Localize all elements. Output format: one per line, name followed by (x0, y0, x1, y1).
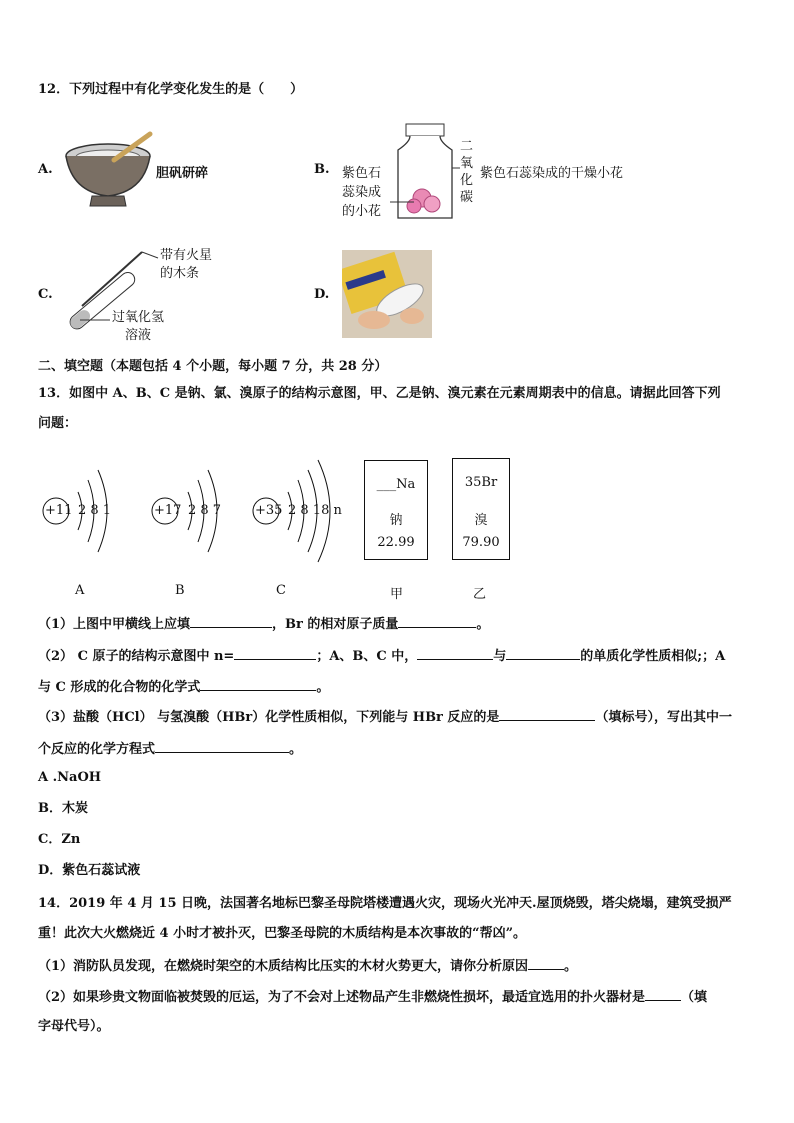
q13-part-1 (38, 615, 489, 633)
text: 。 (476, 617, 490, 632)
element-card-bromine (452, 458, 510, 560)
q13-part-2-line-1 (38, 647, 725, 665)
q12-option-a-letter: A. (38, 162, 53, 177)
card-name: 钠 (389, 513, 403, 528)
q12-option-b-flower-label (342, 164, 381, 221)
caption-jia: 甲 (390, 587, 404, 602)
q12-option-b-right-label: 紫色石蕊染成的干燥小花 (480, 166, 624, 181)
q14-part-2-line-2: 字母代号）。 (38, 1019, 110, 1034)
label-char: 化 (460, 173, 474, 188)
answer-blank[interactable] (499, 708, 595, 721)
text: （填标号），写出其中一 (595, 710, 732, 725)
answer-blank[interactable] (190, 615, 272, 628)
caption-a: A (75, 583, 85, 598)
answer-blank[interactable] (417, 647, 493, 660)
card-symbol: ___Na (376, 477, 416, 492)
label-line: 的小花 (342, 204, 382, 219)
text: 与 (493, 649, 507, 664)
label-char: 氧 (460, 156, 474, 171)
q12-option-c-bottom-label (112, 309, 164, 345)
q13-part-3-line-1 (38, 708, 732, 726)
label-line: 紫色石 (342, 166, 382, 181)
q14-part-2-line-1 (38, 988, 707, 1006)
atom-b-shells: 2 8 7 (188, 503, 222, 518)
text: 。 (316, 680, 330, 695)
q12-option-d-letter: D. (314, 287, 330, 302)
label-line: 带有火星 (160, 248, 213, 263)
text: （2） C 原子的结构示意图中 n= (38, 649, 235, 664)
atom-c-shells: 2 8 18 n (288, 503, 342, 518)
text: （1）消防队员发现，在燃烧时架空的木质结构比压实的木材火势更大，请你分析原因 (38, 959, 529, 974)
answer-blank[interactable] (506, 647, 580, 660)
label-line: 溶液 (125, 328, 152, 343)
answer-blank[interactable] (528, 957, 564, 970)
q12-option-b-letter: B. (314, 162, 330, 177)
card-mass: 79.90 (462, 535, 500, 550)
card-name: 溴 (474, 513, 488, 528)
q13-choice-a: A .NaOH (38, 770, 102, 785)
text: 个反应的化学方程式 (38, 742, 156, 757)
q12-option-c-letter: C. (38, 287, 53, 302)
text: （1）上图中甲横线上应填 (38, 617, 191, 632)
mortar-pestle-image (62, 130, 154, 210)
label-line: 蕊染成 (342, 185, 382, 200)
answer-blank[interactable] (398, 615, 476, 628)
q12-option-b-gas-label (460, 138, 473, 206)
atom-b-nucleus: +17 (154, 503, 182, 518)
answer-blank[interactable] (155, 740, 289, 753)
label-line: 的木条 (160, 266, 200, 281)
element-card-sodium (364, 460, 428, 560)
gas-jar-image (390, 120, 460, 224)
atom-c-nucleus: +35 (255, 503, 283, 518)
answer-blank[interactable] (200, 678, 316, 691)
label-line: 过氧化氢 (112, 310, 165, 325)
q12-option-c-top-label (160, 247, 212, 283)
text: （3）盐酸（HCl） 与氢溴酸（HBr）化学性质相似，下列能与 HBr 反应的是 (38, 710, 500, 725)
text: （2）如果珍贵文物面临被焚毁的厄运，为了不会对上述物品产生非燃烧性损坏，最适宜选用的扑火器材是 (38, 990, 646, 1005)
answer-blank[interactable] (645, 988, 681, 1001)
q14-part-1 (38, 957, 577, 975)
q13-choice-b: B．木炭 (38, 801, 88, 816)
q13-part-2-line-2 (38, 678, 329, 696)
q13-choice-c: C．Zn (38, 832, 81, 847)
answer-blank[interactable] (234, 647, 316, 660)
card-mass: 22.99 (377, 535, 415, 550)
text: 与 C 形成的化合物的化学式 (38, 680, 201, 695)
label-char: 碳 (460, 190, 474, 205)
text: ，Br 的相对原子质量 (272, 617, 399, 632)
card-symbol: 35Br (464, 475, 498, 490)
atom-a-shells: 2 8 1 (78, 503, 112, 518)
q13-stem-line-1: 13．如图中 A、B、C 是钠、氯、溴原子的结构示意图，甲、乙是钠、溴元素在元素周期表中的信息。请据此回答下列 (38, 386, 721, 401)
q14-stem-line-2: 重！此次大火燃烧近 4 小时才被扑灭，巴黎圣母院的木质结构是本次事故的“帮凶”。 (38, 926, 527, 941)
q13-choice-d: D．紫色石蕊试液 (38, 863, 141, 878)
text: 。 (564, 959, 578, 974)
q14-stem-line-1: 14．2019 年 4 月 15 日晚，法国著名地标巴黎圣母院塔楼遭遇火灾，现场火光冲天.屋顶烧毁，塔尖烧塌，建筑受损严 (38, 896, 732, 911)
sealing-device-photo (342, 250, 432, 338)
atom-a-nucleus: +11 (45, 503, 73, 518)
section-2-heading: 二、填空题（本题包括 4 个小题，每小题 7 分，共 28 分） (38, 359, 388, 374)
caption-yi: 乙 (473, 587, 487, 602)
text: 的单质化学性质相似;；A (580, 649, 726, 664)
text: ；A、B、C 中， (316, 649, 418, 664)
label-char: 二 (460, 139, 474, 154)
q12-stem: 12．下列过程中有化学变化发生的是（ ） (38, 82, 304, 97)
caption-c: C (276, 583, 286, 598)
text: （填 (681, 990, 708, 1005)
text: 。 (289, 742, 303, 757)
q12-option-a-caption: 胆矾研碎 (156, 166, 209, 181)
q13-part-3-line-2 (38, 740, 302, 758)
caption-b: B (175, 583, 185, 598)
q13-stem-line-2: 问题： (38, 416, 78, 431)
